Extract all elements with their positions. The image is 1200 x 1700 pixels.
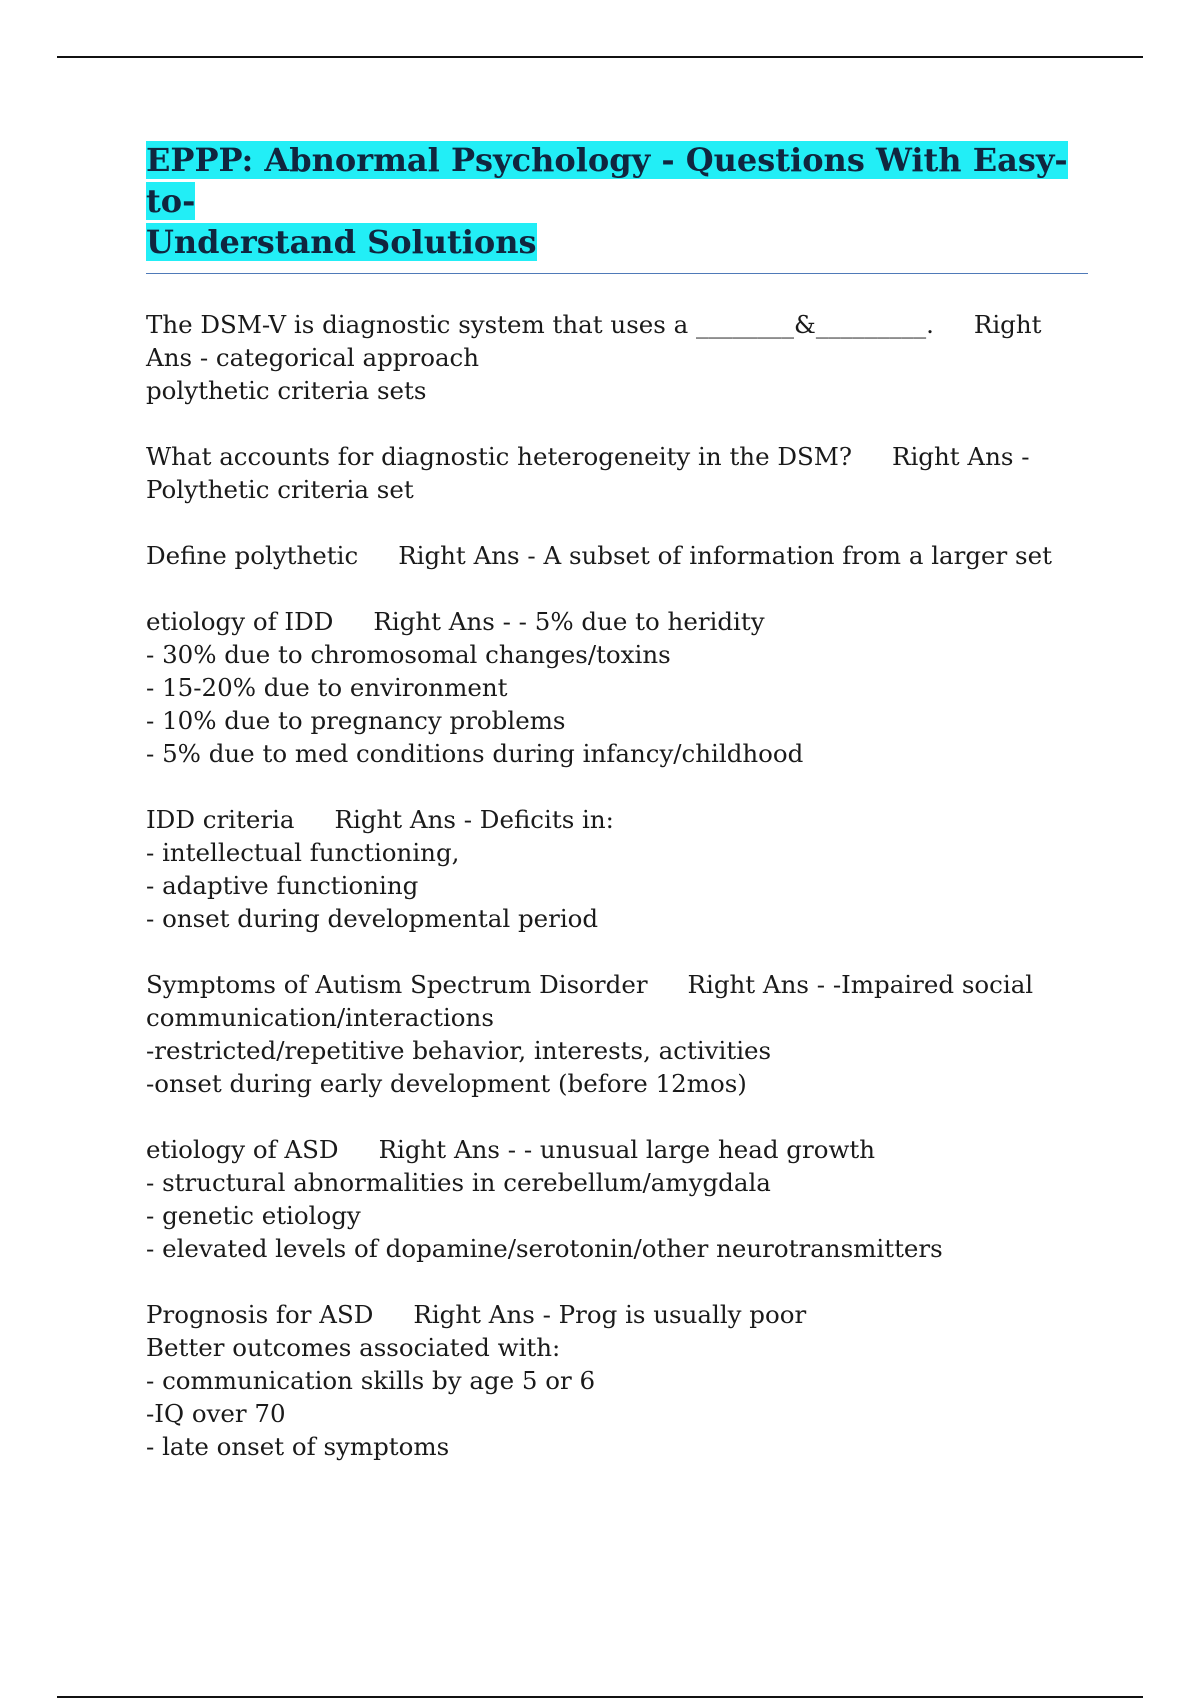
- question-text: The DSM-V is diagnostic system that uses a ________&_________.: [146, 310, 934, 339]
- answer-text: Right Ans - -Impaired social communication/interactions -restricted/repetitive behavior, interests, activities -onset during early development (before 12mos): [146, 970, 1034, 1098]
- answer-text: Right Ans - - unusual large head growth - structural abnormalities in cerebellum/amygdala - genetic etiology - elevated levels of dopamine/serotonin/other neurotransmitters: [146, 1135, 943, 1263]
- question-text: etiology of IDD: [146, 607, 334, 636]
- answer-text: Right Ans - A subset of information from a larger set: [398, 541, 1052, 570]
- question-text: etiology of ASD: [146, 1135, 339, 1164]
- question-text: Prognosis for ASD: [146, 1300, 374, 1329]
- answer-text: Right Ans - categorical approach polythetic criteria sets: [146, 310, 1042, 405]
- page-bottom-rule: [57, 1696, 1143, 1698]
- question-text: What accounts for diagnostic heterogeneity in the DSM?: [146, 442, 853, 471]
- qa-item: [146, 308, 1088, 407]
- title-highlight-line-1: EPPP: Abnormal Psychology - Questions With Easy-to-: [146, 141, 1068, 220]
- answer-text: Right Ans - - 5% due to heridity - 30% due to chromosomal changes/toxins - 15-20% due to environment - 10% due to pregnancy problems - 5% due to med conditions during infancy/childhood: [146, 607, 804, 768]
- title-highlight-line-2: Understand Solutions: [146, 223, 537, 261]
- qa-item: [146, 605, 1088, 770]
- question-text: IDD criteria: [146, 805, 295, 834]
- document-title: [146, 140, 1088, 263]
- answer-text: Right Ans - Deficits in: - intellectual functioning, - adaptive functioning - onset during developmental period: [146, 805, 614, 933]
- answer-text: Right Ans - Polythetic criteria set: [146, 442, 1038, 504]
- qa-item: [146, 968, 1088, 1100]
- question-text: Symptoms of Autism Spectrum Disorder: [146, 970, 648, 999]
- qa-item: [146, 539, 1088, 572]
- qa-list: [146, 308, 1088, 1463]
- qa-item: [146, 1133, 1088, 1265]
- title-underline: [146, 273, 1088, 274]
- page-top-rule: [57, 56, 1143, 58]
- question-text: Define polythetic: [146, 541, 359, 570]
- answer-text: Right Ans - Prog is usually poor Better outcomes associated with: - communication skills by age 5 or 6 -IQ over 70 - late onset of symptoms: [146, 1300, 807, 1461]
- qa-item: [146, 440, 1088, 506]
- qa-item: [146, 803, 1088, 935]
- qa-item: [146, 1298, 1088, 1463]
- document-body: [146, 140, 1088, 1496]
